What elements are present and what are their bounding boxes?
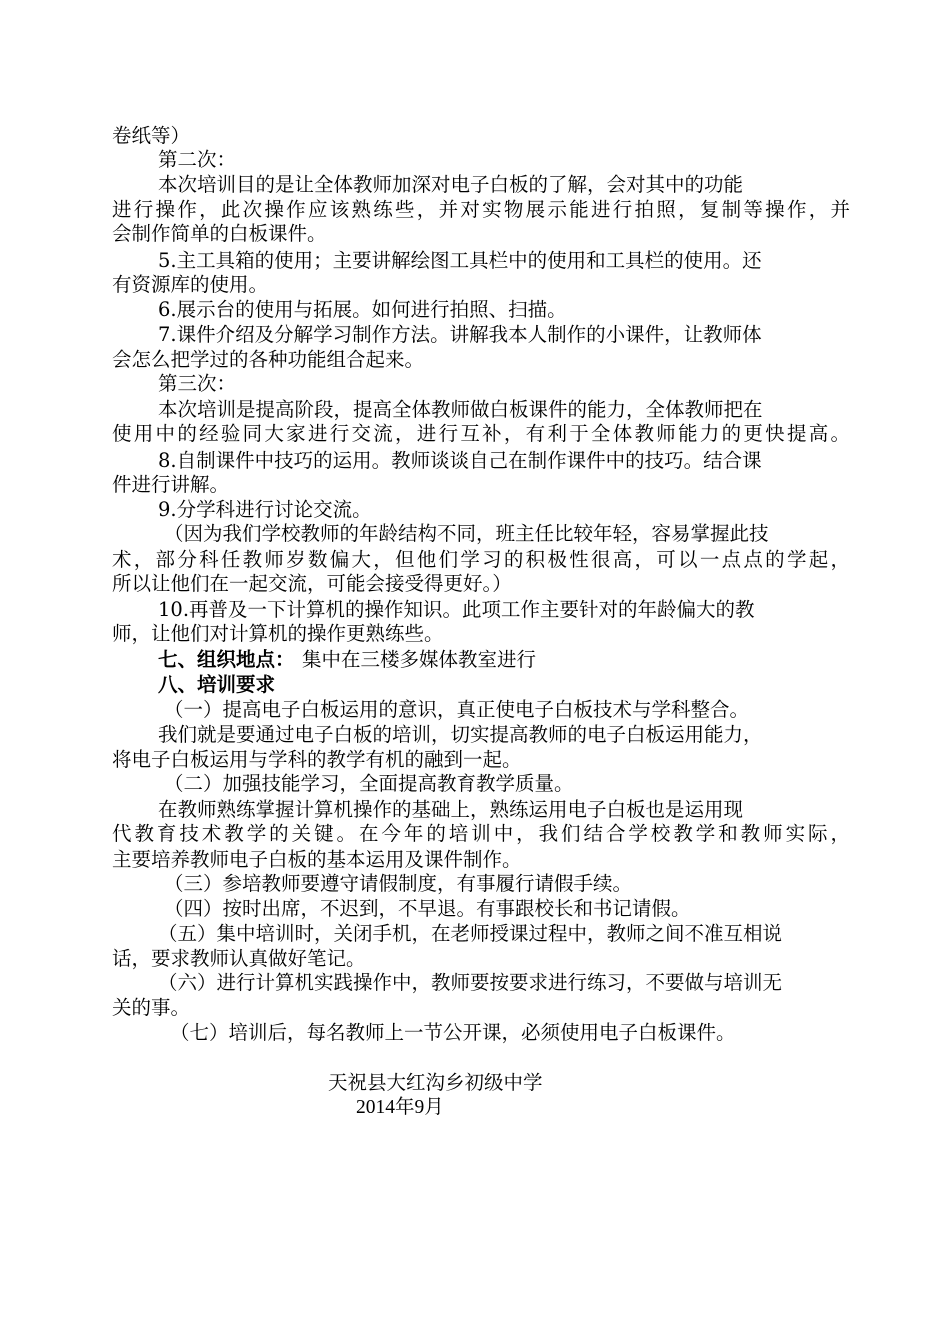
list-item-6: 6.展示台的使用与拓展。如何进行拍照、扫描。: [158, 298, 567, 321]
text-line: 件进行讲解。: [112, 473, 230, 496]
text-line: 所以让他们在一起交流，可能会接受得更好。）: [112, 572, 512, 595]
requirement-5: （五）集中培训时，关闭手机，在老师授课过程中，教师之间不准互相说: [158, 922, 783, 945]
text-line: 使用中的经验同大家进行交流，进行互补，有利于全体教师能力的更快提高。: [112, 422, 850, 445]
text-line: 将电子白板运用与学科的教学有机的融到一起。: [112, 748, 522, 771]
list-item-5: 5.主工具箱的使用；主要讲解绘图工具栏中的使用和工具栏的使用。还: [158, 249, 762, 272]
section-heading-location: 七、组织地点：: [158, 648, 295, 671]
requirement-1: （一）提高电子白板运用的意识，真正使电子白板技术与学科整合。: [164, 698, 750, 721]
section-heading-requirements: 八、培训要求: [158, 673, 276, 696]
text-line: 话，要求教师认真做好笔记。: [112, 947, 366, 970]
requirement-6: （六）进行计算机实践操作中，教师要按要求进行练习，不要做与培训无: [158, 971, 783, 994]
requirement-2: （二）加强技能学习，全面提高教育教学质量。: [164, 772, 574, 795]
signature-school: 天祝县大红沟乡初级中学: [328, 1071, 543, 1094]
text-line: 本次培训是提高阶段，提高全体教师做白板课件的能力，全体教师把在: [158, 398, 763, 421]
text-line: 主要培养教师电子白板的基本运用及课件制作。: [112, 848, 522, 871]
text-line: 会怎么把学过的各种功能组合起来。: [112, 348, 425, 371]
list-item-8: 8.自制课件中技巧的运用。教师谈谈自己在制作课件中的技巧。结合课: [158, 449, 762, 472]
text-line: 师，让他们对计算机的操作更熟练些。: [112, 622, 444, 645]
text-line: 我们就是要通过电子白板的培训，切实提高教师的电子白板运用能力，: [158, 723, 763, 746]
text-line: 代教育技术教学的关键。在今年的培训中，我们结合学校教学和教师实际，: [112, 822, 850, 845]
requirement-7: （七）培训后，每名教师上一节公开课，必须使用电子白板课件。: [170, 1021, 736, 1044]
list-item-7: 7.课件介绍及分解学习制作方法。讲解我本人制作的小课件，让教师体: [158, 323, 762, 346]
signature-date: 2014年9月: [356, 1097, 444, 1118]
text-line: 本次培训目的是让全体教师加深对电子白板的了解，会对其中的功能: [158, 173, 744, 196]
text-line: 关的事。: [112, 996, 191, 1019]
text-line: 会制作简单的白板课件。: [112, 222, 327, 245]
text-line: 进行操作，此次操作应该熟练些，并对实物展示能进行拍照，复制等操作，并: [112, 198, 850, 221]
location-text: 集中在三楼多媒体教室进行: [302, 648, 537, 671]
section-heading-third-session: 第三次：: [158, 372, 237, 395]
requirement-4: （四）按时出席，不迟到，不早退。有事跟校长和书记请假。: [164, 897, 691, 920]
text-line: 有资源库的使用。: [112, 273, 269, 296]
text-line: 术，部分科任教师岁数偏大，但他们学习的积极性很高，可以一点点的学起，: [112, 548, 850, 571]
list-item-9: 9.分学科进行讨论交流。: [158, 498, 372, 521]
list-item-10: 10.再普及一下计算机的操作知识。此项工作主要针对的年龄偏大的教: [158, 598, 755, 621]
text-line: 在教师熟练掌握计算机操作的基础上，熟练运用电子白板也是运用现: [158, 798, 744, 821]
text-line: 卷纸等）: [112, 124, 191, 147]
section-heading-second-session: 第二次：: [158, 148, 237, 171]
requirement-3: （三）参培教师要遵守请假制度，有事履行请假手续。: [164, 872, 633, 895]
text-line: （因为我们学校教师的年龄结构不同，班主任比较年轻，容易掌握此技: [164, 522, 769, 545]
